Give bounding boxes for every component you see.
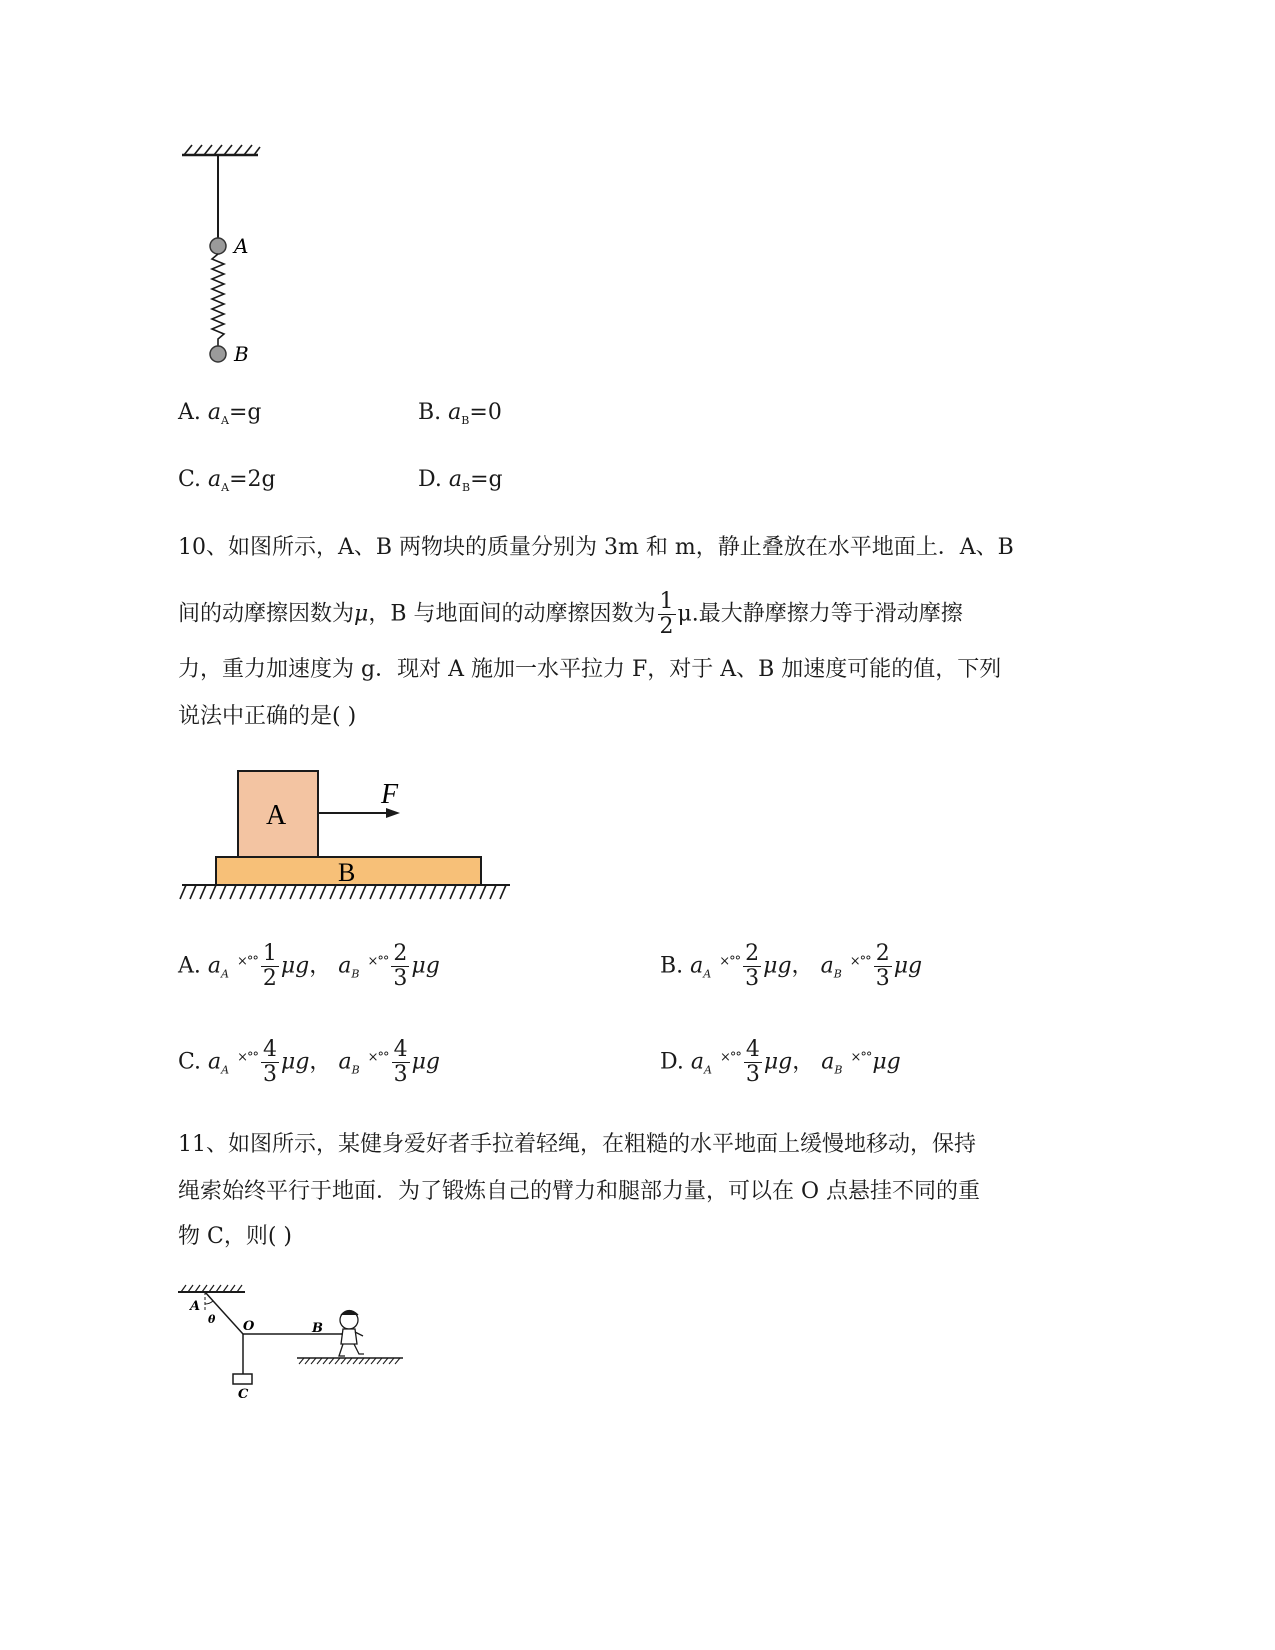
- force-f-label: F: [381, 779, 399, 810]
- q11-label-o: O: [243, 1319, 255, 1334]
- person-icon: [339, 1311, 364, 1357]
- q10-option-d[interactable]: D. $a_A$ ×°° $\frac{4}{3}$ μg， $a_B$ ×°°μg: [660, 1037, 901, 1087]
- q9-option-c[interactable]: C. $a_A=2g$: [178, 467, 276, 494]
- q10-stem-line1: 10、如图所示，A、B 两物块的质量分别为 3m 和 m，静止叠放在水平地面上．A、B: [178, 535, 1014, 560]
- q11-label-b: B: [312, 1321, 323, 1336]
- q10-option-a[interactable]: A. $a_A$ ×°° $\frac{1}{2}$ μg， $a_B$ ×°° $\frac{2}{3}$ μg: [178, 941, 440, 991]
- q11-label-a: A: [190, 1299, 201, 1314]
- q9-option-a[interactable]: A. $a_A=g$: [178, 400, 262, 427]
- q10-blocks-figure: [178, 765, 518, 905]
- q11-rope-figure: [175, 1282, 410, 1407]
- q9-option-d[interactable]: D. $a_B=g$: [418, 467, 503, 494]
- q9-spring-figure: [170, 135, 280, 375]
- q9-label-b: B: [234, 342, 249, 366]
- block-b-label: B: [338, 858, 356, 887]
- q10-option-b[interactable]: B. $a_A$ ×°° $\frac{2}{3}$ μg， $a_B$ ×°° $\frac{2}{3}$ μg: [660, 941, 923, 991]
- q11-stem-line1: 11、如图所示，某健身爱好者手拉着轻绳，在粗糙的水平地面上缓慢地移动，保持: [178, 1132, 976, 1157]
- q10-stem-line2: 间的动摩擦因数为μ，B 与地面间的动摩擦因数为 $\frac{1}{2}$ μ.最大静摩擦力等于滑动摩擦: [178, 589, 963, 639]
- q9-option-b[interactable]: B. $a_B=0$: [418, 400, 502, 427]
- q11-stem-line2: 绳索始终平行于地面．为了锻炼自己的臂力和腿部力量，可以在 O 点悬挂不同的重: [178, 1179, 981, 1204]
- q11-stem-line3: 物 C，则( ): [178, 1224, 292, 1249]
- q10-option-c[interactable]: C. $a_A$ ×°° $\frac{4}{3}$ μg， $a_B$ ×°° $\frac{4}{3}$ μg: [178, 1037, 440, 1087]
- q10-half-fraction: $\frac{1}{2}$: [659, 589, 674, 639]
- q10-stem-line3: 力，重力加速度为 g．现对 A 施加一水平拉力 F，对于 A、B 加速度可能的值，下列: [178, 657, 1002, 682]
- q10-stem-line4: 说法中正确的是( ): [178, 704, 357, 729]
- q11-label-c: C: [238, 1387, 249, 1402]
- block-a-label: A: [266, 800, 287, 831]
- q9-label-a: A: [234, 234, 249, 258]
- q11-label-theta: θ: [208, 1313, 216, 1326]
